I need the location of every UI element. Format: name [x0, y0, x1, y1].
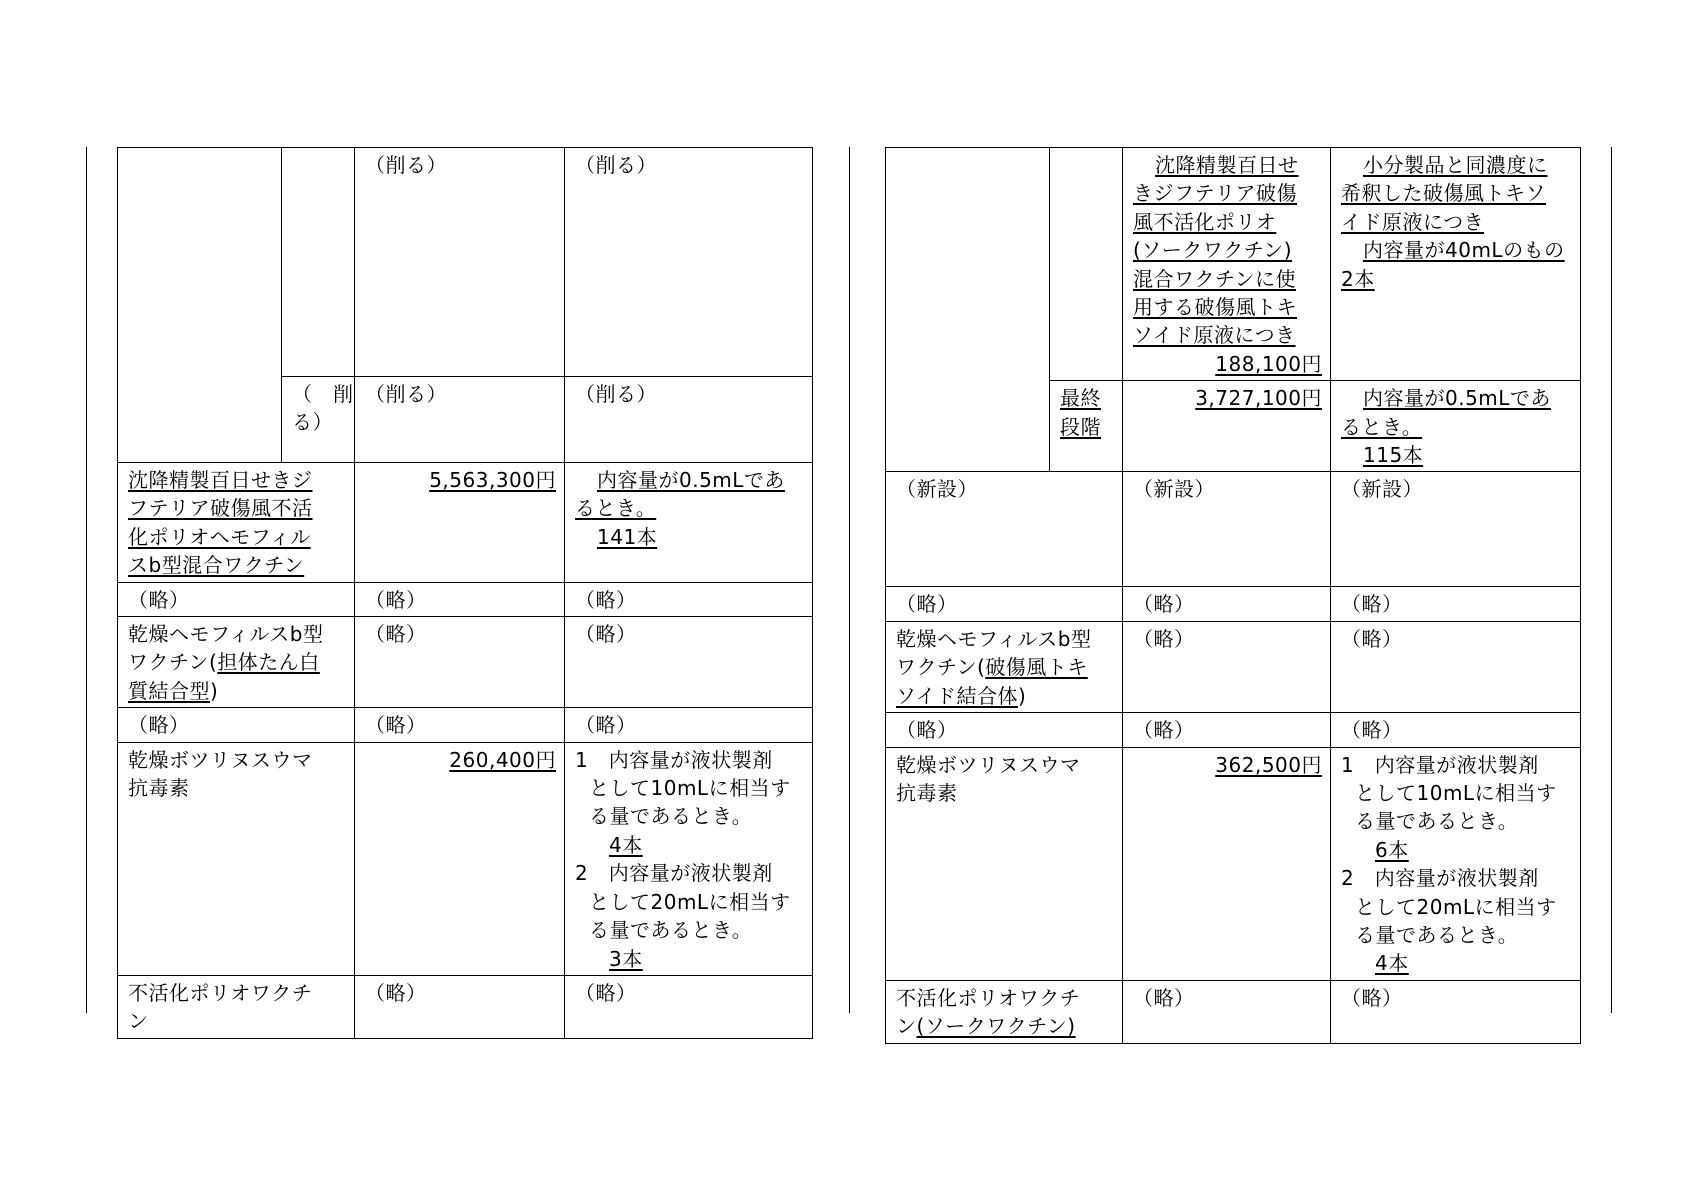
table-cell	[886, 713, 1123, 747]
omitted-text: （略）	[365, 622, 427, 647]
vaccine-name: 不活化ポリオワクチ	[128, 980, 313, 1005]
omitted-text: （略）	[575, 622, 637, 647]
vaccine-name-amended: ソイド結合体	[896, 683, 1018, 708]
omitted-text: （略）	[575, 587, 637, 612]
price-value: 3,727,100円	[1195, 386, 1322, 411]
vaccine-name: 乾燥ヘモフィルスb型	[128, 622, 324, 647]
table-cell	[565, 742, 813, 975]
table-row	[118, 708, 813, 742]
table-cell	[1123, 980, 1331, 1043]
vaccine-name-amended: 担体たん白	[217, 650, 320, 675]
price-value: 362,500円	[1215, 752, 1322, 777]
omitted-text: （略）	[1133, 718, 1195, 743]
condition-text: 2 内容量が液状製剤	[1341, 866, 1539, 891]
condition-text: る量であるとき。	[1355, 809, 1519, 834]
condition-text: 2 内容量が液状製剤	[575, 861, 773, 886]
table-row	[886, 472, 1581, 587]
table-cell	[118, 742, 355, 975]
omitted-text: （略）	[1133, 592, 1195, 617]
condition-text: イド原液につき	[1341, 209, 1485, 234]
condition-text: 小分製品と同濃度に	[1363, 153, 1548, 177]
table-row	[118, 742, 813, 975]
condition-text: るとき。	[575, 496, 657, 521]
table-row	[886, 747, 1581, 980]
vaccine-name: 乾燥ボツリヌスウマ	[128, 747, 313, 772]
right-comparison-table	[885, 147, 1581, 1044]
count-value: 115本	[1363, 443, 1424, 468]
new-text: （新設）	[896, 477, 978, 502]
omitted-text: （略）	[128, 587, 190, 612]
table-cell	[1331, 747, 1581, 980]
table-cell	[886, 621, 1123, 712]
table-row	[886, 621, 1581, 712]
table-cell	[565, 148, 813, 377]
table-cell	[1331, 621, 1581, 712]
vaccine-name: 乾燥ボツリヌスウマ	[896, 752, 1081, 777]
table-row	[886, 587, 1581, 621]
vaccine-name: ン	[128, 1009, 149, 1034]
table-cell	[1123, 381, 1331, 472]
new-text: （新設）	[1341, 477, 1423, 502]
table-row	[118, 582, 813, 616]
omitted-text: （略）	[128, 713, 190, 738]
table-cell	[886, 587, 1123, 621]
table-cell	[886, 980, 1123, 1043]
table-cell	[282, 148, 355, 377]
stock-name: 沈降精製百日せ	[1155, 153, 1299, 177]
table-cell	[1123, 747, 1331, 980]
condition-text: 内容量が0.5mLであ	[1363, 386, 1551, 411]
table-cell	[1123, 621, 1331, 712]
condition-text: として10mLに相当す	[589, 776, 791, 801]
vaccine-name: 化ポリオヘモフィル	[128, 524, 311, 549]
condition-text: として20mLに相当す	[589, 889, 791, 914]
omitted-text: （略）	[896, 592, 958, 617]
table-row	[886, 713, 1581, 747]
omitted-text: （略）	[1341, 626, 1403, 651]
omitted-text: （略）	[1341, 592, 1403, 617]
deleted-text: （削る）	[365, 153, 447, 177]
stock-name: (ソークワクチン)	[1133, 238, 1293, 263]
omitted-text: （略）	[896, 718, 958, 743]
vaccine-name: 沈降精製百日せきジ	[128, 468, 313, 492]
omitted-text: （略）	[1341, 985, 1403, 1010]
table-row	[118, 617, 813, 708]
count-value: 4本	[609, 832, 643, 857]
condition-text: る量であるとき。	[589, 804, 753, 829]
vaccine-name: フテリア破傷風不活	[128, 496, 313, 521]
omitted-text: （略）	[1341, 718, 1403, 743]
table-row	[886, 148, 1581, 381]
deleted-text: （削る）	[365, 382, 447, 406]
table-cell	[355, 463, 565, 583]
omitted-text: （略）	[365, 587, 427, 612]
vaccine-name: ン	[896, 1014, 917, 1039]
condition-text: 1 内容量が液状製剤	[575, 747, 773, 772]
table-cell	[565, 617, 813, 708]
count-value: 141本	[597, 524, 658, 549]
omitted-text: （略）	[1133, 985, 1195, 1010]
condition-text: る量であるとき。	[1355, 922, 1519, 947]
table-cell	[1123, 713, 1331, 747]
condition-text: 1 内容量が液状製剤	[1341, 752, 1539, 777]
table-cell	[1123, 148, 1331, 381]
condition-text: として10mLに相当す	[1355, 780, 1557, 805]
stock-name: きジフテリア破傷	[1133, 181, 1297, 206]
vaccine-name: 抗毒素	[128, 776, 190, 801]
price-value: 188,100円	[1215, 351, 1322, 376]
condition-text: るとき。	[1341, 414, 1423, 439]
price-value: 260,400円	[449, 747, 556, 772]
stage-label: 最終	[1060, 386, 1101, 411]
deleted-text: （ 削	[292, 382, 354, 406]
condition-text: 内容量が40mLのもの	[1363, 238, 1565, 263]
omitted-text: （略）	[365, 713, 427, 738]
table-cell	[118, 975, 355, 1038]
margin-rule-right	[1611, 147, 1612, 1013]
vaccine-name: 抗毒素	[896, 780, 958, 805]
table-cell	[1123, 587, 1331, 621]
table-cell	[118, 148, 282, 463]
price-value: 5,563,300円	[429, 468, 556, 492]
omitted-text: （略）	[1133, 626, 1195, 651]
vaccine-name: ワクチン(	[896, 655, 986, 680]
condition-text: 希釈した破傷風トキソ	[1341, 181, 1546, 206]
table-cell	[118, 708, 355, 742]
table-row	[118, 975, 813, 1038]
vaccine-name-amended: (ソークワクチン)	[916, 1014, 1076, 1039]
table-cell	[565, 975, 813, 1038]
table-cell	[118, 463, 355, 583]
omitted-text: （略）	[365, 980, 427, 1005]
vaccine-name: )	[1018, 683, 1027, 708]
table-cell	[355, 377, 565, 463]
vaccine-name-amended: 破傷風トキ	[985, 655, 1088, 680]
vaccine-name: ワクチン(	[128, 650, 218, 675]
vaccine-name: 乾燥ヘモフィルスb型	[896, 626, 1092, 651]
count-value: 2本	[1341, 266, 1375, 291]
table-row	[886, 980, 1581, 1043]
vaccine-name: スb型混合ワクチン	[128, 553, 305, 578]
condition-text: る量であるとき。	[589, 918, 753, 943]
deleted-text: （削る）	[575, 153, 657, 177]
table-cell	[355, 148, 565, 377]
table-cell	[118, 582, 355, 616]
table-cell	[1331, 980, 1581, 1043]
condition-text: 内容量が0.5mLであ	[597, 468, 785, 492]
table-cell	[1331, 148, 1581, 381]
table-cell	[565, 582, 813, 616]
omitted-text: （略）	[575, 713, 637, 738]
table-cell	[1331, 381, 1581, 472]
table-cell	[355, 975, 565, 1038]
vaccine-name: 不活化ポリオワクチ	[896, 985, 1081, 1010]
left-comparison-table	[117, 147, 813, 1039]
margin-rule-left	[86, 147, 87, 1013]
table-cell	[886, 472, 1123, 587]
stock-name: 用する破傷風トキ	[1133, 295, 1297, 320]
table-cell	[1050, 381, 1123, 472]
table-cell	[565, 377, 813, 463]
table-cell	[355, 617, 565, 708]
stock-name: ソイド原液につき	[1133, 323, 1296, 348]
vaccine-name: )	[210, 678, 219, 703]
table-cell	[886, 148, 1050, 472]
table-row	[118, 148, 813, 377]
stage-label: 段階	[1060, 414, 1101, 439]
table-cell	[1123, 472, 1331, 587]
omitted-text: （略）	[575, 980, 637, 1005]
table-cell	[118, 617, 355, 708]
vaccine-name-amended: 質結合型	[128, 678, 210, 703]
margin-rule-center	[849, 147, 850, 1013]
condition-text: として20mLに相当す	[1355, 894, 1557, 919]
deleted-text: （削る）	[575, 382, 657, 406]
stock-name: 混合ワクチンに使	[1133, 266, 1296, 291]
table-cell	[1331, 587, 1581, 621]
table-cell	[355, 742, 565, 975]
count-value: 6本	[1375, 837, 1409, 862]
table-cell	[565, 463, 813, 583]
table-cell	[886, 747, 1123, 980]
deleted-text: る）	[292, 410, 333, 435]
count-value: 3本	[609, 946, 643, 971]
count-value: 4本	[1375, 951, 1409, 976]
table-cell	[355, 708, 565, 742]
new-text: （新設）	[1133, 477, 1215, 502]
table-cell	[1331, 713, 1581, 747]
stock-name: 風不活化ポリオ	[1133, 209, 1277, 234]
table-cell	[1331, 472, 1581, 587]
table-cell	[355, 582, 565, 616]
table-cell	[282, 377, 355, 463]
table-cell	[565, 708, 813, 742]
table-row	[118, 463, 813, 583]
table-cell	[1050, 148, 1123, 381]
